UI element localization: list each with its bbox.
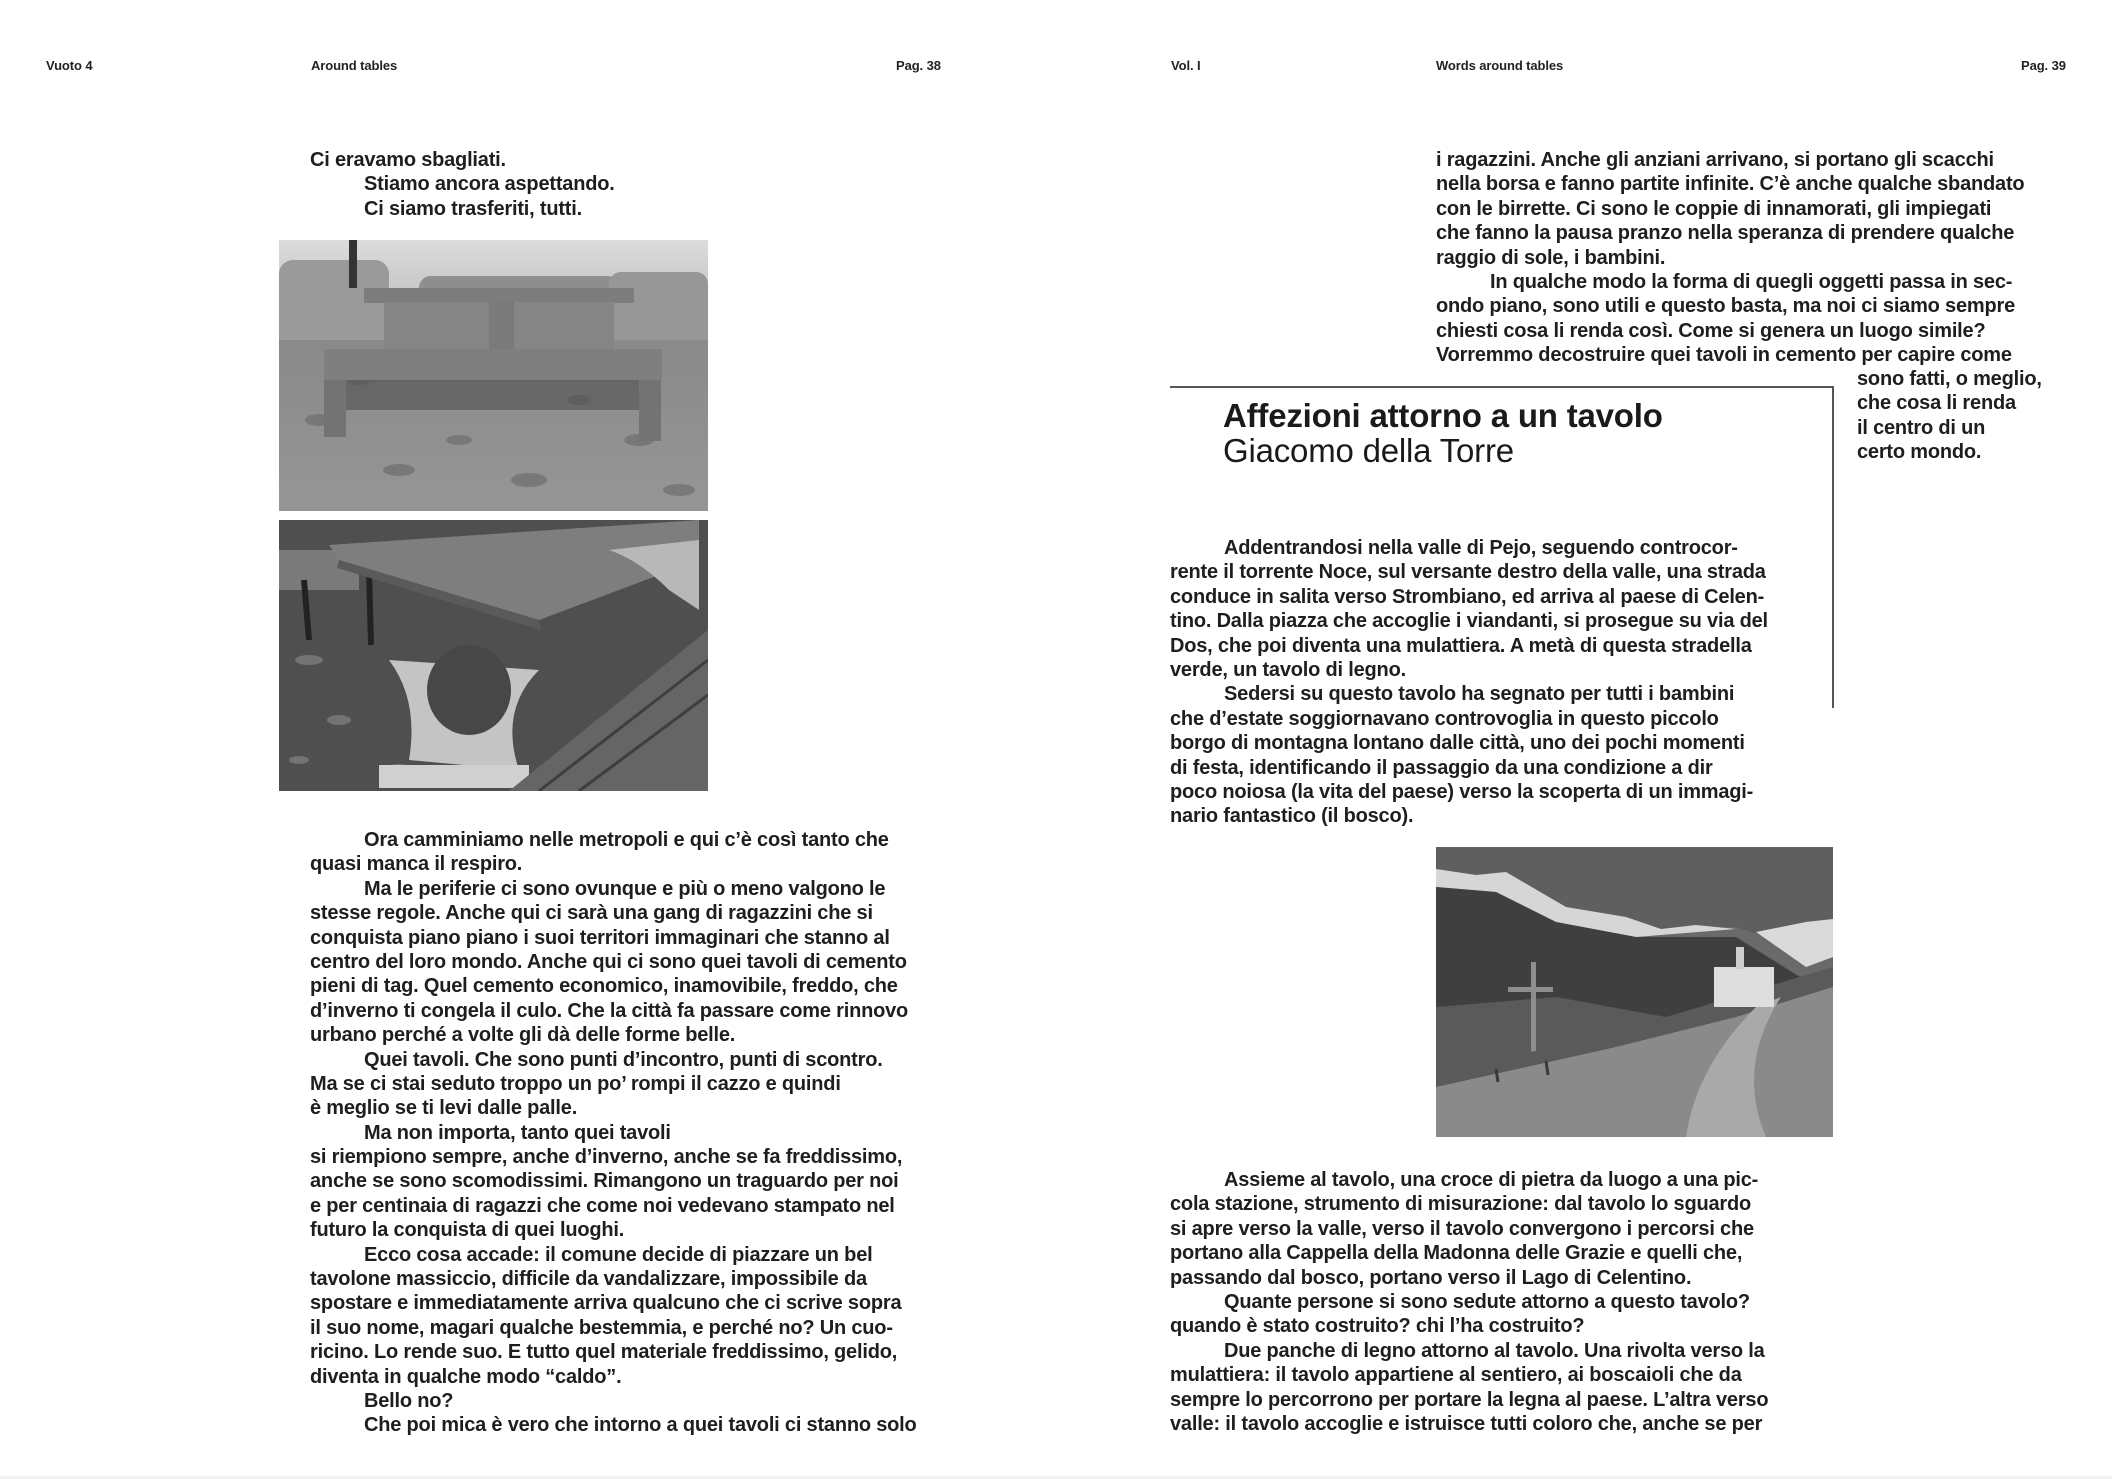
article-frame-right-rule xyxy=(1832,386,1834,708)
text-line: il centro di un xyxy=(1857,416,1986,439)
text-line: Ecco cosa accade: il comune decide di piazzare un bel xyxy=(364,1243,873,1266)
text-line: poco noiosa (la vita del paese) verso la scoperta di un immagi- xyxy=(1170,780,1754,803)
right-continuation-text xyxy=(1436,148,2024,368)
text-line: è meglio se ti levi dalle palle. xyxy=(310,1097,578,1120)
text-line: ricino. Lo rende suo. E tutto quel materiale freddissimo, gelido, xyxy=(310,1341,898,1364)
text-line: mulattiera: il tavolo appartiene al sentiero, ai boscaioli che da xyxy=(1170,1364,1742,1387)
mountain-valley-photo xyxy=(1436,847,1833,1137)
running-header-section: Around tables xyxy=(311,58,398,73)
text-line: rente il torrente Noce, sul versante destro della valle, una strada xyxy=(1170,561,1766,584)
text-line: Dos, che poi diventa una mulattiera. A metà di questa stradella xyxy=(1170,634,1752,657)
stone-table-leg-photo xyxy=(279,520,708,791)
article-body-part-2 xyxy=(1170,1168,1768,1436)
text-line: sempre lo percorrono per portare la legna al paese. L’altra verso xyxy=(1170,1388,1769,1411)
page-number: Pag. 39 xyxy=(2021,58,2066,73)
text-line: Ma se ci stai seduto troppo un po’ rompi il cazzo e quindi xyxy=(310,1072,841,1095)
text-line: anche se sono scomodissimi. Rimangono un traguardo per noi xyxy=(310,1170,899,1193)
text-line: Addentrandosi nella valle di Pejo, seguendo controcor- xyxy=(1224,537,1738,559)
text-line: Ci siamo trasferiti, tutti. xyxy=(364,197,582,220)
text-line: sono fatti, o meglio, xyxy=(1857,368,2042,390)
text-line: Stiamo ancora aspettando. xyxy=(364,173,615,196)
text-line: nario fantastico (il bosco). xyxy=(1170,805,1414,828)
concrete-table-photo xyxy=(279,240,708,511)
text-line: i ragazzini. Anche gli anziani arrivano, si portano gli scacchi xyxy=(1436,149,1994,171)
article-author: Giacomo della Torre xyxy=(1223,432,1514,469)
running-header-volume: Vol. I xyxy=(1171,58,1201,73)
intro-verse xyxy=(310,148,615,221)
concrete-table-image xyxy=(279,240,708,511)
pull-side-text xyxy=(1857,367,2042,465)
stone-table-image xyxy=(279,520,708,791)
text-line: Assieme al tavolo, una croce di pietra da luogo a una pic- xyxy=(1224,1169,1759,1191)
text-line: chiesti cosa li renda così. Come si genera un luogo simile? xyxy=(1436,319,1986,342)
text-line: Che poi mica è vero che intorno a quei tavoli ci stanno solo xyxy=(364,1414,917,1437)
text-line: conquista piano piano i suoi territori immaginari che stanno al xyxy=(310,926,890,949)
text-line: pieni di tag. Quel cemento economico, inamovibile, freddo, che xyxy=(310,975,898,998)
text-line: Due panche di legno attorno al tavolo. Una rivolta verso la xyxy=(1224,1339,1765,1362)
text-line: ondo piano, sono utili e questo basta, ma noi ci siamo sempre xyxy=(1436,295,2016,318)
text-line: raggio di sole, i bambini. xyxy=(1436,246,1666,269)
text-line: passando dal bosco, portano verso il Lago di Celentino. xyxy=(1170,1266,1692,1289)
text-line: Ora camminiamo nelle metropoli e qui c’è così tanto che xyxy=(364,829,889,851)
mountain-valley-image xyxy=(1436,847,1833,1137)
text-line: Quante persone si sono sedute attorno a questo tavolo? xyxy=(1224,1290,1750,1313)
text-line: e per centinaia di ragazzi che come noi vedevano stampato nel xyxy=(310,1194,895,1217)
text-line: si riempiono sempre, anche d’inverno, anche se fa freddissimo, xyxy=(310,1146,903,1169)
text-line: cola stazione, strumento di misurazione: dal tavolo lo sguardo xyxy=(1170,1193,1752,1216)
text-line: quasi manca il respiro. xyxy=(310,853,523,876)
text-line: Quei tavoli. Che sono punti d’incontro, punti di scontro. xyxy=(364,1048,883,1071)
text-line: che d’estate soggiornavano controvoglia in questo piccolo xyxy=(1170,707,1719,730)
text-line: Ci eravamo sbagliati. xyxy=(310,149,506,171)
text-line: si apre verso la valle, verso il tavolo convergono i percorsi che xyxy=(1170,1217,1754,1240)
text-line: diventa in qualche modo “caldo”. xyxy=(310,1365,622,1388)
text-line: quando è stato costruito? chi l’ha costruito? xyxy=(1170,1315,1585,1338)
text-line: spostare e immediatamente arriva qualcuno che ci scrive sopra xyxy=(310,1292,902,1315)
text-line: Ma le periferie ci sono ovunque e più o meno valgono le xyxy=(364,877,886,900)
text-line: che cosa li renda xyxy=(1857,392,2016,415)
text-line: valle: il tavolo accoglie e istruisce tutti coloro che, anche se per xyxy=(1170,1412,1763,1435)
article-title: Affezioni attorno a un tavolo xyxy=(1223,397,1663,434)
text-line: Sedersi su questo tavolo ha segnato per tutti i bambini xyxy=(1224,683,1735,706)
text-line: stesse regole. Anche qui ci sarà una gang di ragazzini che si xyxy=(310,902,873,925)
text-line: futuro la conquista di quei luoghi. xyxy=(310,1219,625,1242)
text-line: Vorremmo decostruire quei tavoli in cemento per capire come xyxy=(1436,344,2012,367)
text-line: certo mondo. xyxy=(1857,441,1982,464)
text-line: Ma non importa, tanto quei tavoli xyxy=(364,1121,671,1144)
text-line: verde, un tavolo di legno. xyxy=(1170,658,1406,681)
article-frame-top-rule xyxy=(1170,386,1833,388)
text-line: portano alla Cappella della Madonna delle Grazie e quelli che, xyxy=(1170,1242,1743,1265)
text-line: d’inverno ti congela il culo. Che la città fa passare come rinnovo xyxy=(310,999,909,1022)
page-number: Pag. 38 xyxy=(896,58,941,73)
running-header-section: Words around tables xyxy=(1436,58,1564,73)
article-heading xyxy=(1223,398,1663,468)
text-line: In qualche modo la forma di quegli oggetti passa in sec- xyxy=(1490,270,2013,293)
left-body-text xyxy=(310,828,917,1438)
text-line: il suo nome, magari qualche bestemmia, e perché no? Un cuo- xyxy=(310,1316,893,1339)
text-line: di festa, identificando il passaggio da una condizione a dir xyxy=(1170,756,1713,779)
article-body-part-1 xyxy=(1170,536,1768,829)
text-line: nella borsa e fanno partite infinite. C’è anche qualche sbandato xyxy=(1436,173,2025,196)
running-header-issue: Vuoto 4 xyxy=(46,58,93,73)
text-line: conduce in salita verso Strombiano, ed arriva al paese di Celen- xyxy=(1170,585,1765,608)
text-line: Bello no? xyxy=(364,1389,454,1412)
text-line: con le birrette. Ci sono le coppie di innamorati, gli impiegati xyxy=(1436,197,1992,220)
text-line: tino. Dalla piazza che accoglie i viandanti, si prosegue su via del xyxy=(1170,610,1768,633)
text-line: borgo di montagna lontano dalle città, uno dei pochi momenti xyxy=(1170,732,1745,755)
text-line: tavolone massiccio, difficile da vandalizzare, impossibile da xyxy=(310,1268,867,1291)
text-line: urbano perché a volte gli dà delle forme belle. xyxy=(310,1024,736,1047)
text-line: che fanno la pausa pranzo nella speranza di prendere qualche xyxy=(1436,222,2015,245)
text-line: centro del loro mondo. Anche qui ci sono quei tavoli di cemento xyxy=(310,950,907,973)
